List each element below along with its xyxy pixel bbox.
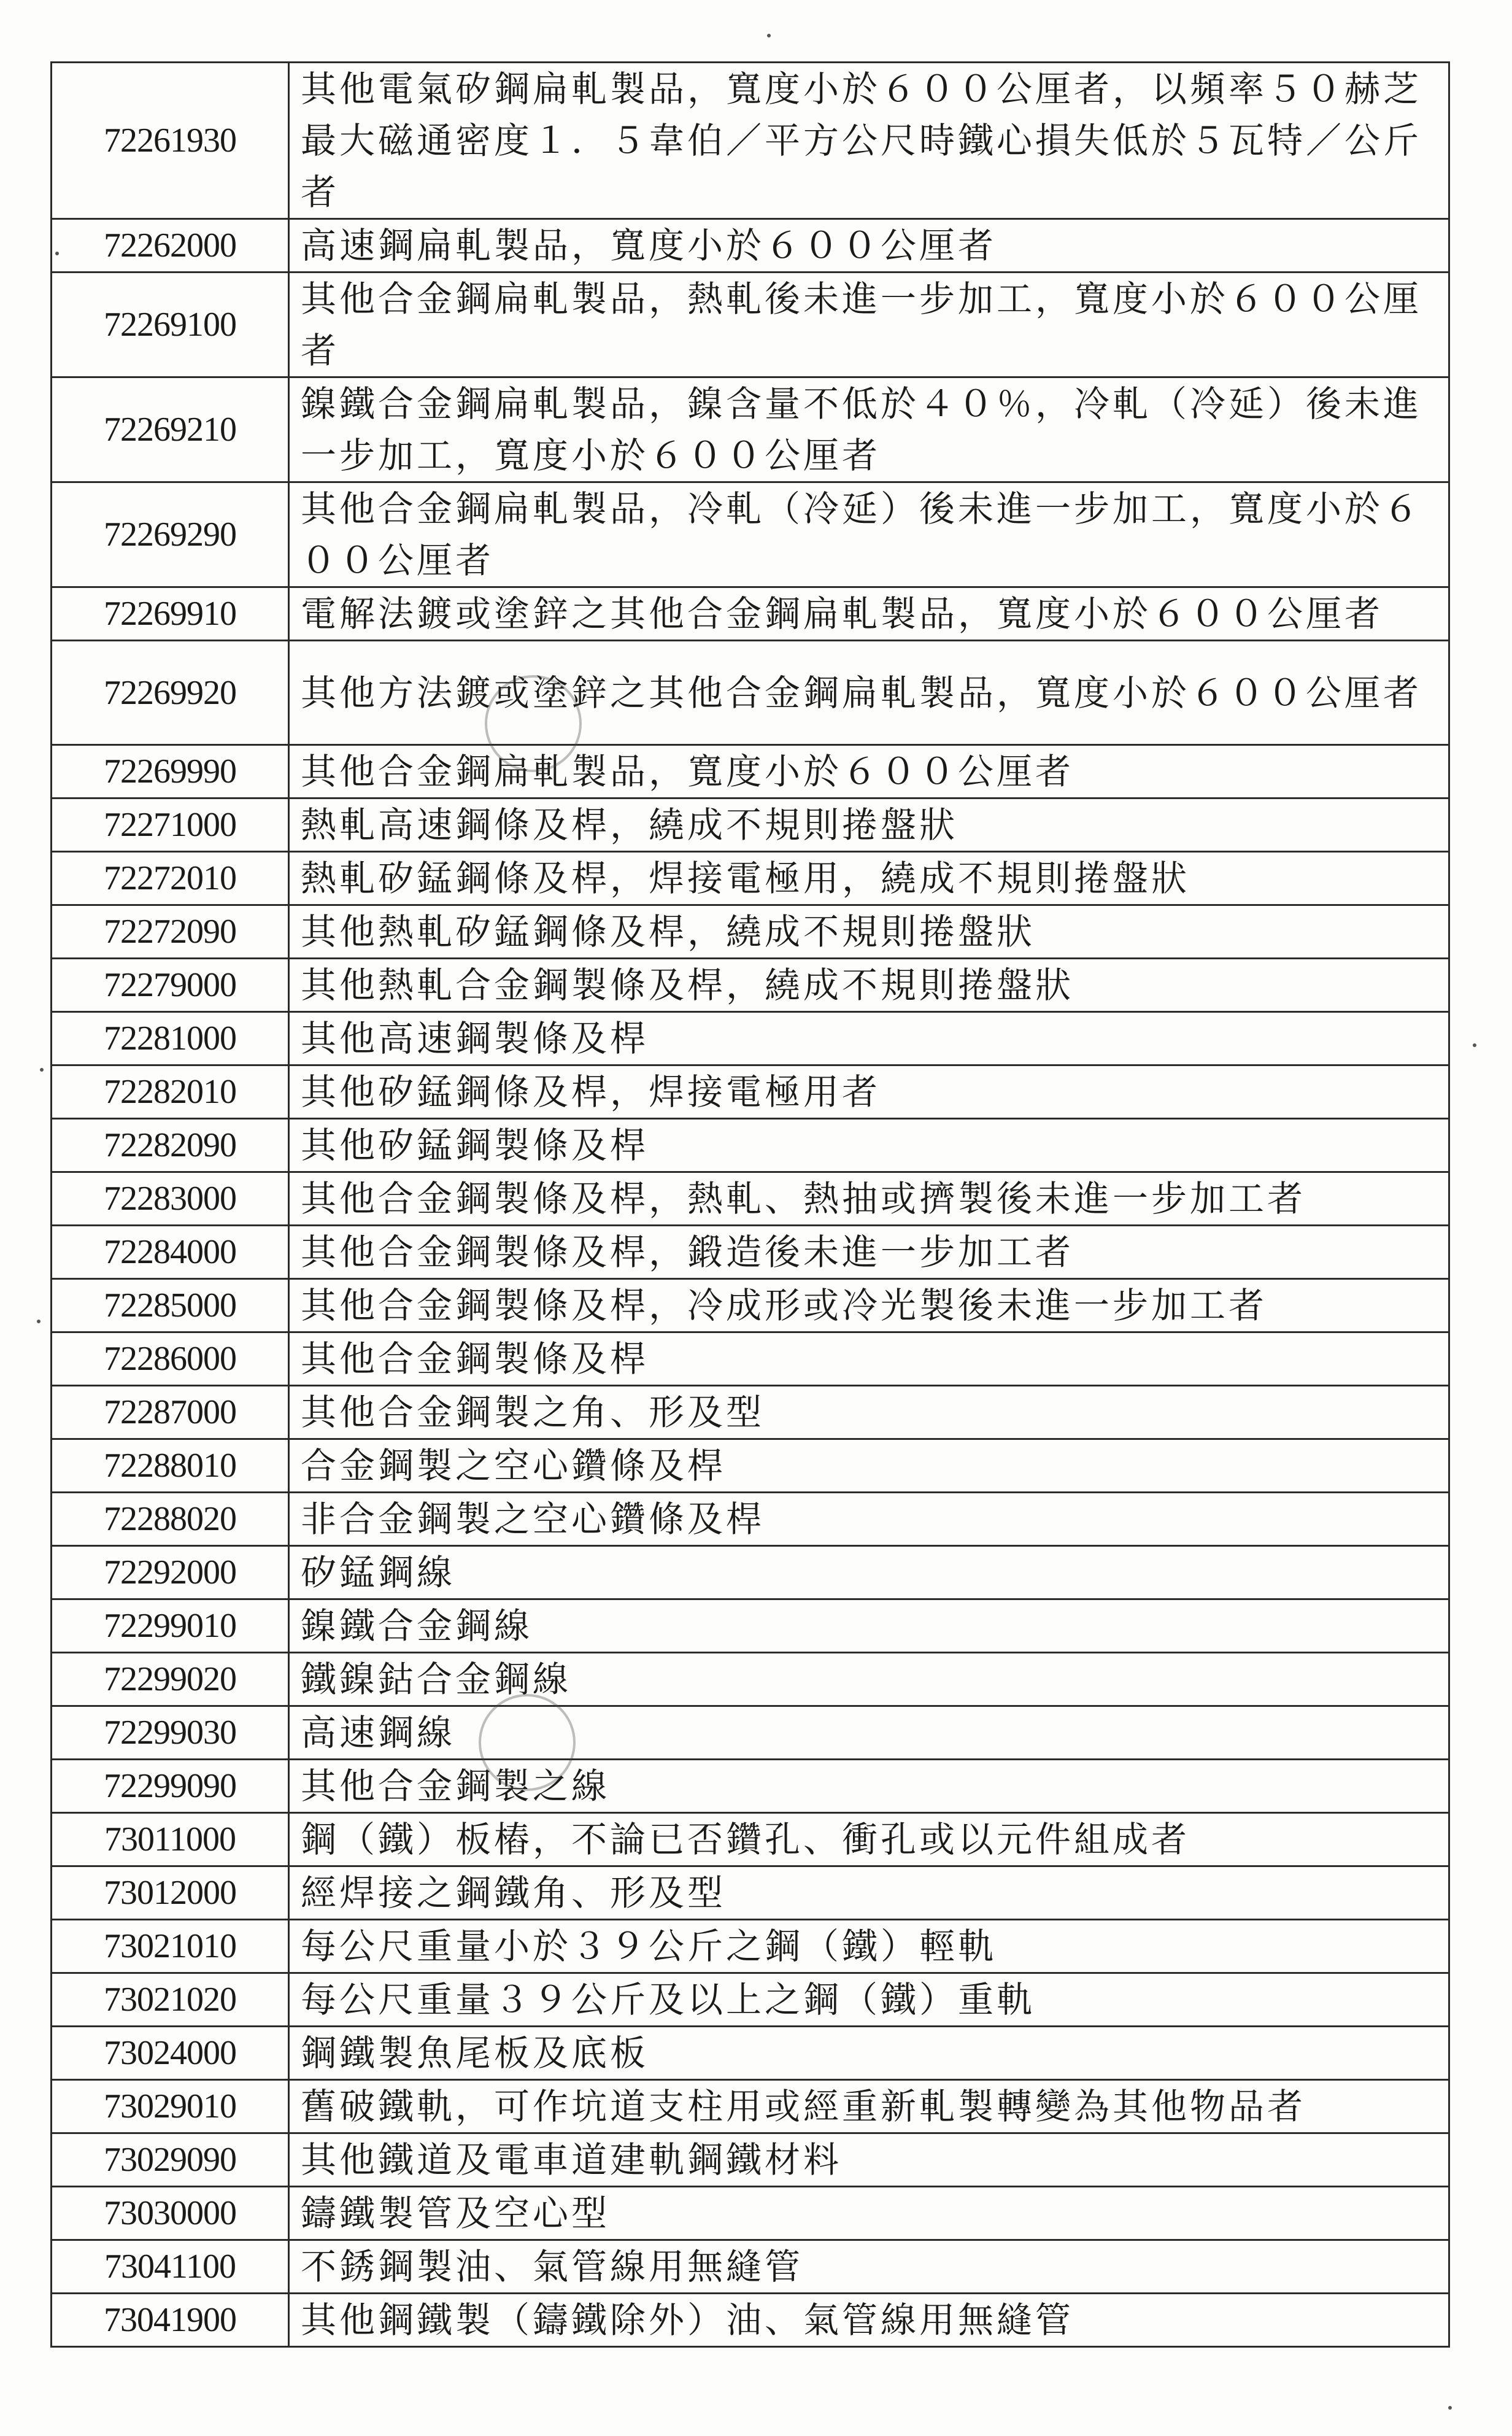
description-cell: 鎳鐵合金鋼扁軋製品，鎳含量不低於４０％，冷軋（冷延）後未進一步加工，寬度小於６００公厘者 <box>289 377 1449 482</box>
tariff-code-cell: 72299020 <box>52 1653 289 1706</box>
tariff-code-cell: 73012000 <box>52 1866 289 1920</box>
description-cell: 其他方法鍍或塗鋅之其他合金鋼扁軋製品，寬度小於６００公厘者 <box>289 641 1449 745</box>
tariff-code-cell: 72299030 <box>52 1706 289 1760</box>
tariff-code-cell: 72261930 <box>52 63 289 219</box>
tariff-code-cell: 72282010 <box>52 1065 289 1119</box>
scan-speck <box>767 34 771 37</box>
tariff-code-cell: 72262000 <box>52 219 289 273</box>
description-cell: 鑄鐵製管及空心型 <box>289 2187 1449 2240</box>
table-row <box>52 641 1449 745</box>
table-row <box>52 1546 1449 1599</box>
description-cell: 其他合金鋼扁軋製品，熱軋後未進一步加工，寬度小於６００公厘者 <box>289 273 1449 377</box>
table-row <box>52 2027 1449 2080</box>
tariff-code-cell: 72284000 <box>52 1226 289 1279</box>
description-cell: 其他合金鋼製條及桿，熱軋、熱抽或擠製後未進一步加工者 <box>289 1172 1449 1226</box>
table-row <box>52 798 1449 852</box>
tariff-code-cell: 72269210 <box>52 377 289 482</box>
description-cell: 其他合金鋼扁軋製品，寬度小於６００公厘者 <box>289 745 1449 798</box>
description-cell: 其他合金鋼製條及桿 <box>289 1332 1449 1386</box>
description-cell: 每公尺重量小於３９公斤之鋼（鐵）輕軌 <box>289 1920 1449 1973</box>
table-row <box>52 1065 1449 1119</box>
tariff-code-cell: 73024000 <box>52 2027 289 2080</box>
description-cell: 其他熱軋矽錳鋼條及桿，繞成不規則捲盤狀 <box>289 905 1449 959</box>
table-row <box>52 1706 1449 1760</box>
scan-speck <box>1448 2406 1452 2410</box>
description-cell: 其他鐵道及電車道建軌鋼鐵材料 <box>289 2133 1449 2187</box>
table-row <box>52 905 1449 959</box>
description-cell: 其他合金鋼扁軋製品，冷軋（冷延）後未進一步加工，寬度小於６００公厘者 <box>289 482 1449 587</box>
description-cell: 其他合金鋼製之角、形及型 <box>289 1386 1449 1439</box>
description-cell: 其他熱軋合金鋼製條及桿，繞成不規則捲盤狀 <box>289 959 1449 1012</box>
description-cell: 合金鋼製之空心鑽條及桿 <box>289 1439 1449 1493</box>
tariff-code-cell: 72282090 <box>52 1119 289 1172</box>
tariff-code-cell: 72285000 <box>52 1279 289 1332</box>
table-row <box>52 1279 1449 1332</box>
table-row <box>52 2240 1449 2294</box>
description-cell: 其他矽錳鋼製條及桿 <box>289 1119 1449 1172</box>
table-row <box>52 1760 1449 1813</box>
tariff-code-cell: 73029090 <box>52 2133 289 2187</box>
description-cell: 其他高速鋼製條及桿 <box>289 1012 1449 1065</box>
table-row <box>52 2294 1449 2347</box>
tariff-code-cell: 72269910 <box>52 587 289 641</box>
tariff-code-cell: 73030000 <box>52 2187 289 2240</box>
scan-speck <box>55 252 59 255</box>
scan-speck <box>40 1068 44 1072</box>
table-row <box>52 1012 1449 1065</box>
tariff-code-cell: 73041900 <box>52 2294 289 2347</box>
description-cell: 鐵鎳鈷合金鋼線 <box>289 1653 1449 1706</box>
table-row <box>52 219 1449 273</box>
description-cell: 其他鋼鐵製（鑄鐵除外）油、氣管線用無縫管 <box>289 2294 1449 2347</box>
table-row <box>52 1386 1449 1439</box>
table-row <box>52 482 1449 587</box>
tariff-code-cell: 73021010 <box>52 1920 289 1973</box>
table-row <box>52 1813 1449 1866</box>
table-row <box>52 852 1449 905</box>
table-row <box>52 1332 1449 1386</box>
scan-speck <box>1473 1043 1476 1047</box>
tariff-code-cell: 72286000 <box>52 1332 289 1386</box>
description-cell: 矽錳鋼線 <box>289 1546 1449 1599</box>
description-cell: 非合金鋼製之空心鑽條及桿 <box>289 1493 1449 1546</box>
tariff-code-cell: 72271000 <box>52 798 289 852</box>
tariff-code-cell: 72299010 <box>52 1599 289 1653</box>
table-row <box>52 2133 1449 2187</box>
tariff-code-cell: 72288020 <box>52 1493 289 1546</box>
tariff-code-cell: 72292000 <box>52 1546 289 1599</box>
description-cell: 熱軋矽錳鋼條及桿，焊接電極用，繞成不規則捲盤狀 <box>289 852 1449 905</box>
tariff-code-cell: 72269290 <box>52 482 289 587</box>
table-row <box>52 2080 1449 2133</box>
description-cell: 熱軋高速鋼條及桿，繞成不規則捲盤狀 <box>289 798 1449 852</box>
tariff-code-cell: 72272090 <box>52 905 289 959</box>
description-cell: 其他合金鋼製條及桿，鍛造後未進一步加工者 <box>289 1226 1449 1279</box>
table-row <box>52 1866 1449 1920</box>
description-cell: 舊破鐵軌，可作坑道支柱用或經重新軋製轉變為其他物品者 <box>289 2080 1449 2133</box>
tariff-code-cell: 72279000 <box>52 959 289 1012</box>
table-row <box>52 959 1449 1012</box>
tariff-code-cell: 72269920 <box>52 641 289 745</box>
table-row <box>52 1599 1449 1653</box>
description-cell: 高速鋼扁軋製品，寬度小於６００公厘者 <box>289 219 1449 273</box>
tariff-code-cell: 72288010 <box>52 1439 289 1493</box>
description-cell: 鎳鐵合金鋼線 <box>289 1599 1449 1653</box>
description-cell: 其他矽錳鋼條及桿，焊接電極用者 <box>289 1065 1449 1119</box>
description-cell: 每公尺重量３９公斤及以上之鋼（鐵）重軌 <box>289 1973 1449 2027</box>
table-row <box>52 1493 1449 1546</box>
tariff-code-cell: 73021020 <box>52 1973 289 2027</box>
tariff-code-cell: 72281000 <box>52 1012 289 1065</box>
tariff-code-cell: 72283000 <box>52 1172 289 1226</box>
description-cell: 鋼（鐵）板樁，不論已否鑽孔、衝孔或以元件組成者 <box>289 1813 1449 1866</box>
table-row <box>52 273 1449 377</box>
description-cell: 鋼鐵製魚尾板及底板 <box>289 2027 1449 2080</box>
tariff-code-cell: 72287000 <box>52 1386 289 1439</box>
table-row <box>52 587 1449 641</box>
description-cell: 不銹鋼製油、氣管線用無縫管 <box>289 2240 1449 2294</box>
tariff-code-cell: 72299090 <box>52 1760 289 1813</box>
description-cell: 電解法鍍或塗鋅之其他合金鋼扁軋製品，寬度小於６００公厘者 <box>289 587 1449 641</box>
description-cell: 其他合金鋼製之線 <box>289 1760 1449 1813</box>
table-row <box>52 1920 1449 1973</box>
tariff-code-cell: 72269990 <box>52 745 289 798</box>
table-row <box>52 1226 1449 1279</box>
table-row <box>52 1973 1449 2027</box>
table-body <box>52 63 1449 2347</box>
table-row <box>52 1439 1449 1493</box>
description-cell: 經焊接之鋼鐵角、形及型 <box>289 1866 1449 1920</box>
description-cell: 高速鋼線 <box>289 1706 1449 1760</box>
table-row <box>52 745 1449 798</box>
table-row <box>52 1653 1449 1706</box>
table-row <box>52 377 1449 482</box>
description-cell: 其他電氣矽鋼扁軋製品，寬度小於６００公厘者，以頻率５０赫芝最大磁通密度１．５韋伯／平方公尺時鐵心損失低於５瓦特／公斤者 <box>289 63 1449 219</box>
tariff-code-table <box>50 61 1450 2348</box>
table-row <box>52 63 1449 219</box>
tariff-code-cell: 72269100 <box>52 273 289 377</box>
tariff-code-cell: 73041100 <box>52 2240 289 2294</box>
scan-speck <box>37 1320 40 1323</box>
tariff-code-cell: 72272010 <box>52 852 289 905</box>
description-cell: 其他合金鋼製條及桿，冷成形或冷光製後未進一步加工者 <box>289 1279 1449 1332</box>
tariff-code-cell: 73029010 <box>52 2080 289 2133</box>
table-row <box>52 1119 1449 1172</box>
table-row <box>52 2187 1449 2240</box>
tariff-code-cell: 73011000 <box>52 1813 289 1866</box>
table-row <box>52 1172 1449 1226</box>
